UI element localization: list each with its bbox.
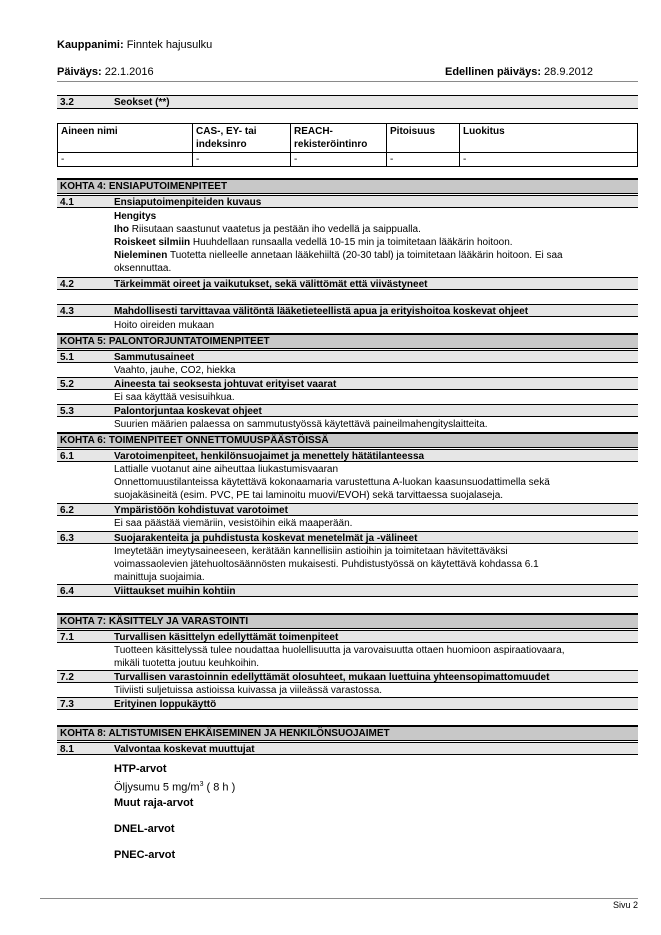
htp-label: HTP-arvot (114, 763, 167, 775)
col-concentration: Pitoisuus (387, 124, 460, 153)
col-classification: Luokitus (460, 124, 638, 153)
section-title: Mahdollisesti tarvittavaa välitöntä lääketieteellistä apua ja erityishoitoa koskevat ohjeet (114, 306, 529, 317)
dnel-label: DNEL-arvot (114, 822, 175, 835)
section-4-3-text: Hoito oireiden mukaan (114, 320, 215, 331)
section-title: Suojarakenteita ja puhdistusta koskevat menetelmät ja -välineet (114, 533, 418, 544)
section-number: 6.3 (60, 533, 74, 544)
inhalation-label: Hengitys (114, 211, 157, 222)
skin-label: Iho (114, 224, 129, 235)
text-line: mikäli tuotetta joutuu keuhkoihin. (114, 658, 260, 669)
section-5-3 (57, 404, 638, 417)
eyes-text: Huuhdellaan runsaalla vedellä 10-15 min ja toimitetaan lääkärin hoitoon. (190, 237, 513, 248)
section-number: 7.3 (60, 699, 74, 710)
section-8-1 (57, 742, 638, 755)
trade-name: Finntek hajusulku (126, 39, 213, 51)
date-line (57, 66, 154, 78)
section-6-1-text (114, 463, 634, 502)
section-heading: KOHTA 7: KÄSITTELY JA VARASTOINTI (60, 616, 249, 627)
section-4-header (57, 178, 638, 194)
trade-name-label: Kauppanimi: (57, 39, 124, 51)
oil-mist-tail: ( 8 h ) (203, 781, 236, 794)
section-title: Sammutusaineet (114, 352, 195, 363)
section-5-1 (57, 350, 638, 363)
section-number: 4.1 (60, 197, 74, 208)
section-5-1-text: Vaahto, jauhe, CO2, hiekka (114, 365, 236, 376)
pnec-label: PNEC-arvot (114, 848, 176, 861)
text-line: Onnettomuustilanteissa käytettävä kokonaamaria varustettuna A-luokan kaasunsuodattimella sekä (114, 477, 550, 488)
section-7-2 (57, 670, 638, 683)
section-6-3-text (114, 545, 634, 584)
col-substance-name: Aineen nimi (58, 124, 193, 153)
section-number: 7.2 (60, 672, 74, 683)
section-title: Viittaukset muihin kohtiin (114, 586, 236, 597)
section-8-header (57, 725, 638, 741)
substances-table (57, 123, 638, 167)
ingestion-label: Nieleminen (114, 250, 168, 261)
section-title: Erityinen loppukäyttö (114, 699, 217, 710)
section-6-2-text: Ei saa päästää viemäriin, vesistöihin eikä maaperään. (114, 518, 353, 529)
section-title: Palontorjuntaa koskevat ohjeet (114, 406, 262, 417)
section-number: 7.1 (60, 632, 74, 643)
page-number: Sivu 2 (612, 900, 638, 910)
section-heading: KOHTA 8: ALTISTUMISEN EHKÄISEMINEN JA HENKILÖNSUOJAIMET (60, 728, 390, 739)
section-number: 6.2 (60, 505, 74, 516)
header-divider (57, 81, 638, 82)
skin-text: Riisutaan saastunut vaatetus ja pestään iho vedellä ja saippualla. (129, 224, 421, 235)
table-header-row (58, 124, 638, 153)
col-reach (291, 124, 387, 153)
table-cell: - (193, 153, 291, 167)
section-heading: KOHTA 6: TOIMENPITEET ONNETTOMUUSPÄÄSTÖISSÄ (60, 435, 329, 446)
first-aid-text (114, 210, 634, 275)
table-row (58, 153, 638, 167)
section-7-2-text: Tiiviisti suljetuissa astioissa kuivassa ja viileässä varastossa. (114, 685, 383, 696)
section-title: Ympäristöön kohdistuvat varotoimet (114, 505, 288, 516)
text-line: voimassaolevien jätehuoltosäännösten mukaisesti. Puhdistustyössä on käytettävä kohdassa 6.1 (114, 559, 539, 570)
section-6-2 (57, 503, 638, 516)
prev-date-label: Edellinen päiväys: (445, 66, 541, 78)
section-8-1-text (114, 762, 634, 862)
section-7-1 (57, 630, 638, 643)
col-reach-line2: rekisteröintinro (294, 139, 368, 150)
section-title: Aineesta tai seoksesta johtuvat erityiset vaarat (114, 379, 337, 390)
date-value: 22.1.2016 (104, 66, 154, 78)
prev-date-line (445, 66, 593, 78)
section-number: 5.2 (60, 379, 74, 390)
footer-divider (40, 898, 638, 899)
table-cell: - (387, 153, 460, 167)
text-line: suojakäsineitä (esim. PVC, PE tai laminoitu muovi/EVOH) sekä tarvittaessa suojalaseja. (114, 490, 504, 501)
section-title: Seokset (**) (114, 97, 170, 108)
section-4-1 (57, 195, 638, 208)
section-6-3 (57, 531, 638, 544)
section-5-3-text: Suurien määrien palaessa on sammutustyössä käytettävä paineilmahengityslaitteita. (114, 419, 488, 430)
oil-mist-text: Öljysumu 5 mg/m (114, 781, 200, 794)
section-title: Tärkeimmät oireet ja vaikutukset, sekä välittömät että viivästyneet (114, 279, 428, 290)
col-cas-line1: CAS-, EY- tai (196, 126, 257, 137)
section-5-header (57, 333, 638, 349)
section-number: 3.2 (60, 97, 74, 108)
section-7-3 (57, 697, 638, 710)
col-cas (193, 124, 291, 153)
section-number: 5.3 (60, 406, 74, 417)
prev-date-value: 28.9.2012 (544, 66, 593, 78)
section-number: 6.4 (60, 586, 74, 597)
section-number: 4.2 (60, 279, 74, 290)
col-cas-line2: indeksinro (196, 139, 247, 150)
section-7-header (57, 613, 638, 629)
section-title: Turvallisen käsittelyn edellyttämät toimenpiteet (114, 632, 339, 643)
table-cell: - (291, 153, 387, 167)
date-label: Päiväys: (57, 66, 102, 78)
section-title: Ensiaputoimenpiteiden kuvaus (114, 197, 262, 208)
text-line: Imeytetään imeytysaineeseen, kerätään kannellisiin astioihin ja toimitetaan hävitettäväksi (114, 546, 508, 557)
text-line: Lattialle vuotanut aine aiheuttaa liukastumisvaaran (114, 464, 339, 475)
text-line: mainittuja suojaimia. (114, 572, 205, 583)
section-7-1-text (114, 644, 634, 670)
col-reach-line1: REACH- (294, 126, 333, 137)
trade-name-line (57, 39, 212, 51)
section-3-2 (57, 95, 638, 109)
oil-mist-line (114, 778, 634, 795)
section-title: Turvallisen varastoinnin edellyttämät olosuhteet, mukaan luettuina yhteensopimattomuudet (114, 672, 550, 683)
section-5-2 (57, 377, 638, 390)
text-line: Tuotteen käsittelyssä tulee noudattaa huolellisuutta ja varovaisuutta ottaen huomioon aspiraatiovaara, (114, 645, 565, 656)
section-6-1 (57, 449, 638, 462)
section-5-2-text: Ei saa käyttää vesisuihkua. (114, 392, 235, 403)
section-number: 4.3 (60, 306, 74, 317)
section-6-header (57, 432, 638, 448)
table-cell: - (58, 153, 193, 167)
section-4-3 (57, 304, 638, 317)
ingestion-text: Tuotetta nielleelle annetaan lääkehiiltä (20-30 tabl) ja toimitetaan lääkärin hoitoon. Ei saa (167, 250, 563, 261)
other-limits-label: Muut raja-arvot (114, 796, 194, 809)
section-heading: KOHTA 4: ENSIAPUTOIMENPITEET (60, 181, 228, 192)
section-number: 5.1 (60, 352, 74, 363)
section-heading: KOHTA 5: PALONTORJUNTATOIMENPITEET (60, 336, 270, 347)
section-title: Varotoimenpiteet, henkilönsuojaimet ja menettely hätätilanteessa (114, 451, 425, 462)
section-title: Valvontaa koskevat muuttujat (114, 744, 255, 755)
oil-mist-sup: 3 (199, 781, 204, 788)
section-4-2 (57, 277, 638, 290)
section-6-4 (57, 584, 638, 597)
eyes-label: Roiskeet silmiin (114, 237, 191, 248)
ingestion-text-cont: oksennuttaa. (114, 263, 172, 274)
section-number: 8.1 (60, 744, 74, 755)
section-number: 6.1 (60, 451, 74, 462)
table-cell: - (460, 153, 638, 167)
